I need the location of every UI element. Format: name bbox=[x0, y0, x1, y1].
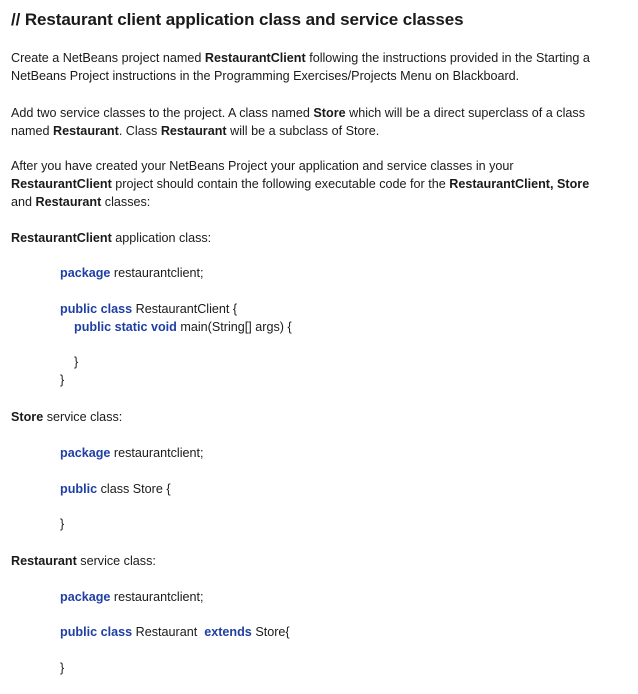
text: project should contain the following executable code for the bbox=[111, 177, 450, 191]
code-text: RestaurantClient { bbox=[132, 302, 238, 316]
text: will be a subclass of Store. bbox=[226, 124, 380, 138]
code-text: Restaurant bbox=[132, 625, 205, 639]
code-line bbox=[60, 588, 204, 606]
text-bold: RestaurantClient bbox=[11, 177, 112, 191]
text: which will be a direct superclass of a class bbox=[345, 106, 585, 120]
code-text: restaurantclient; bbox=[110, 446, 204, 460]
code-text: } bbox=[74, 355, 79, 369]
service-classes-paragraph bbox=[11, 104, 633, 140]
keyword: public static void bbox=[74, 320, 177, 334]
page-title: // Restaurant client application class and service classes bbox=[11, 10, 464, 29]
code-text: main(String[] args) { bbox=[176, 320, 292, 334]
code-line bbox=[60, 623, 290, 641]
keyword: package bbox=[60, 590, 111, 604]
text: After you have created your NetBeans Project your application and service classes in your bbox=[11, 159, 514, 173]
instructions-paragraph bbox=[11, 157, 633, 211]
code-line bbox=[60, 300, 237, 318]
code-line bbox=[60, 264, 204, 282]
text: service class: bbox=[76, 554, 156, 568]
keyword: public class bbox=[60, 302, 133, 316]
code-text: } bbox=[60, 661, 65, 675]
text: Add two service classes to the project. A class named bbox=[11, 106, 314, 120]
text: NetBeans Project instructions in the Programming Exercises/Projects Menu on Blackboard. bbox=[11, 69, 520, 83]
keyword: package bbox=[60, 266, 111, 280]
section-heading-store bbox=[11, 408, 633, 426]
section-heading-restaurant bbox=[11, 552, 633, 570]
code-line bbox=[60, 659, 64, 677]
text: named bbox=[11, 124, 54, 138]
text-bold: Restaurant bbox=[35, 195, 102, 209]
keyword: extends bbox=[204, 625, 252, 639]
text: following the instructions provided in the Starting a bbox=[305, 51, 590, 65]
code-text: restaurantclient; bbox=[110, 590, 204, 604]
text-bold: RestaurantClient, Store bbox=[449, 177, 590, 191]
code-text: Store{ bbox=[251, 625, 290, 639]
keyword: public bbox=[60, 482, 98, 496]
text: service class: bbox=[43, 410, 123, 424]
code-line bbox=[60, 371, 64, 389]
text-bold: Restaurant bbox=[160, 124, 227, 138]
text: application class: bbox=[111, 231, 212, 245]
text: classes: bbox=[101, 195, 151, 209]
keyword: package bbox=[60, 446, 111, 460]
text: . Class bbox=[118, 124, 161, 138]
text-bold: Restaurant bbox=[11, 554, 77, 568]
code-line bbox=[60, 515, 64, 533]
text-bold: Restaurant bbox=[53, 124, 119, 138]
code-line bbox=[74, 318, 292, 336]
code-text: restaurantclient; bbox=[110, 266, 204, 280]
keyword: public class bbox=[60, 625, 133, 639]
text: Create a NetBeans project named bbox=[11, 51, 205, 65]
code-line bbox=[60, 480, 171, 498]
code-line bbox=[60, 444, 204, 462]
text: and bbox=[11, 195, 36, 209]
code-text: } bbox=[60, 517, 65, 531]
code-text: class Store { bbox=[97, 482, 171, 496]
text-bold: Store bbox=[11, 410, 44, 424]
text-bold: RestaurantClient bbox=[204, 51, 306, 65]
section-heading-client bbox=[11, 229, 633, 247]
code-line bbox=[74, 353, 78, 371]
intro-paragraph bbox=[11, 49, 633, 85]
text-bold: RestaurantClient bbox=[11, 231, 112, 245]
code-text: } bbox=[60, 373, 65, 387]
text-bold: Store bbox=[313, 106, 346, 120]
